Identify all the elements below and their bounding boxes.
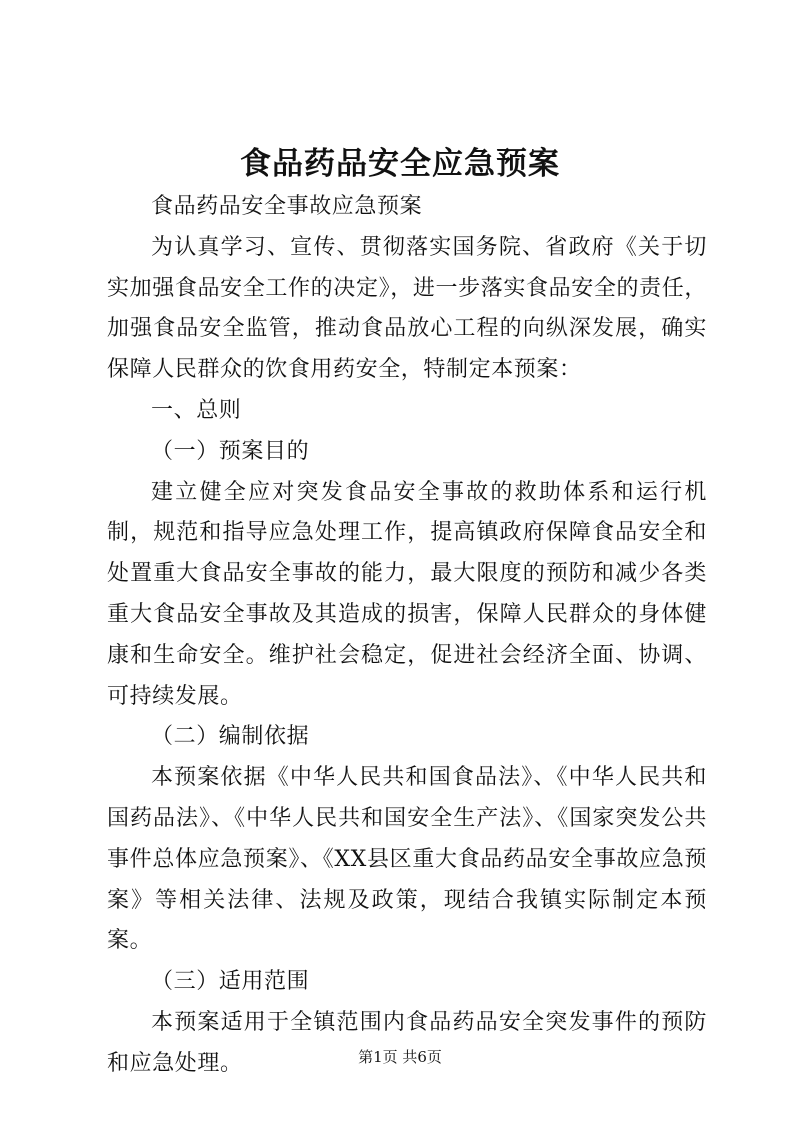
subsection-heading: （一）预案目的 [151,438,310,464]
section-heading: 一、总则 [151,397,242,423]
body-paragraph: 食品药品安全事故应急预案 [151,194,423,219]
document-body [107,187,707,1085]
body-paragraph: 本预案适用于全镇范围内食品药品安全突发事件的预防和应急处理。 [107,1009,707,1076]
body-paragraph: 本预案依据《中华人民共和国食品法》、《中华人民共和国药品法》、《中华人民共和国安全生产法》、《国家突发公共事件总体应急预案》、《XX县区重大食品药品安全事故应急预案》等相关法律、法规及政策，现结合我镇实际制定本预案。 [107,765,707,954]
subsection-heading: （二）编制依据 [151,724,310,750]
page-footer: 第1页 共6页 [358,1048,442,1066]
body-paragraph: 为认真学习、宣传、贯彻落实国务院、省政府《关于切实加强食品安全工作的决定》，进一步落实食品安全的责任，加强食品安全监管，推动食品放心工程的向纵深发展，确实保障人民群众的饮食用药安全，特制定本预案： [107,234,707,383]
subsection-heading: （三）适用范围 [151,969,310,995]
document-title: 食品药品安全应急预案 [240,146,560,182]
body-paragraph: 建立健全应对突发食品安全事故的救助体系和运行机制，规范和指导应急处理工作，提高镇政府保障食品安全和处置重大食品安全事故的能力，最大限度的预防和减少各类重大食品安全事故及其造成的损害，保障人民群众的身体健康和生命安全。维护社会稳定，促进社会经济全面、协调、可持续发展。 [107,479,707,709]
